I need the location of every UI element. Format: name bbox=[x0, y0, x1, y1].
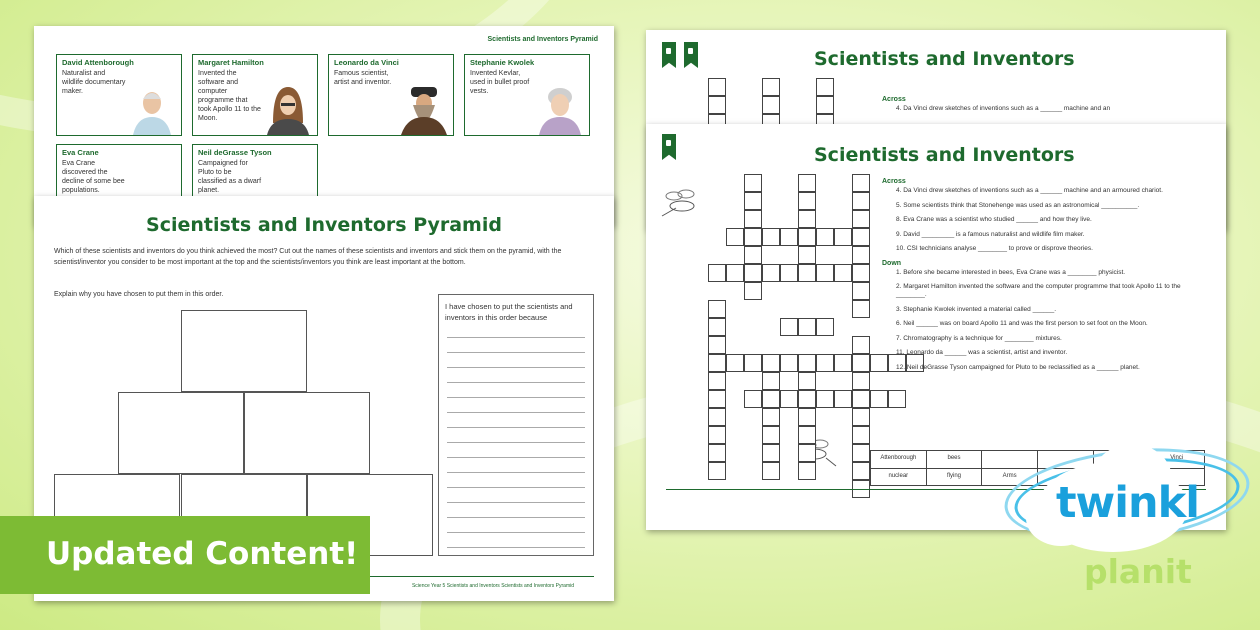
bookmark-icon bbox=[662, 42, 676, 68]
card-description: Campaigned for Pluto to be classified as a dwarf planet. bbox=[198, 160, 262, 194]
crossword-cell bbox=[798, 408, 816, 426]
crossword-cell bbox=[744, 282, 762, 300]
crossword-title: Scientists and Inventors bbox=[814, 144, 1075, 166]
crossword-cell bbox=[852, 462, 870, 480]
crossword-cell bbox=[816, 228, 834, 246]
crossword-cell bbox=[780, 318, 798, 336]
banner-label: Updated Content! bbox=[46, 536, 359, 572]
crossword-cell bbox=[708, 318, 726, 336]
crossword-cell bbox=[798, 246, 816, 264]
updated-content-banner bbox=[0, 516, 370, 594]
crossword-cell bbox=[852, 408, 870, 426]
card-name: Leonardo da Vinci bbox=[334, 58, 399, 67]
across-clue: 9. David _________ is a famous naturalist and wildlife film maker. bbox=[896, 230, 1085, 238]
down-clue: 3. Stephanie Kwolek invented a material called ______. bbox=[896, 305, 1057, 313]
crossword-cell bbox=[744, 210, 762, 228]
word-bank-cell: bees bbox=[926, 451, 982, 468]
crossword-cell bbox=[816, 390, 834, 408]
down-clue: 6. Neil ______ was on board Apollo 11 and was the first person to set foot on the Moon. bbox=[896, 320, 1148, 327]
crossword-cell bbox=[798, 462, 816, 480]
crossword-cell bbox=[708, 390, 726, 408]
crossword-cell bbox=[744, 192, 762, 210]
scientist-card bbox=[328, 54, 454, 136]
across-heading: Across bbox=[882, 96, 906, 103]
crossword-cell bbox=[834, 390, 852, 408]
crossword-cell bbox=[762, 408, 780, 426]
crossword-cell bbox=[798, 264, 816, 282]
crossword-cell bbox=[852, 246, 870, 264]
crossword-cell bbox=[852, 354, 870, 372]
cards-sheet-title: Scientists and Inventors Pyramid bbox=[487, 36, 598, 43]
crossword-cell bbox=[762, 354, 780, 372]
card-name: David Attenborough bbox=[62, 58, 134, 67]
card-name: Neil deGrasse Tyson bbox=[198, 148, 272, 157]
crossword-cell bbox=[798, 228, 816, 246]
crossword-cell bbox=[780, 354, 798, 372]
crossword-cell bbox=[726, 354, 744, 372]
crossword-cell bbox=[780, 228, 798, 246]
crossword-cell bbox=[888, 390, 906, 408]
crossword-cell bbox=[834, 228, 852, 246]
crossword-cell bbox=[708, 408, 726, 426]
word-bank-cell: Attenborough bbox=[880, 455, 917, 461]
crossword-cell bbox=[708, 336, 726, 354]
crossword-cell bbox=[798, 192, 816, 210]
portrait-image bbox=[537, 83, 583, 135]
pyramid-slot bbox=[118, 392, 244, 474]
crossword-cell bbox=[852, 300, 870, 318]
scientist-card bbox=[56, 54, 182, 136]
crossword-cell bbox=[762, 426, 780, 444]
crossword-cell bbox=[780, 390, 798, 408]
crossword-cell bbox=[798, 390, 816, 408]
crossword-cell bbox=[708, 300, 726, 318]
crossword-cell bbox=[762, 264, 780, 282]
down-clue: 7. Chromatography is a technique for ________ mixtures. bbox=[896, 334, 1062, 342]
crossword-cell bbox=[744, 228, 762, 246]
crossword-title: Scientists and Inventors bbox=[814, 48, 1075, 70]
across-clue: 8. Eva Crane was a scientist who studied ______ and how they live. bbox=[896, 216, 1092, 223]
clue-text: 4. Da Vinci drew sketches of inventions such as a ______ machine and an bbox=[896, 105, 1111, 112]
crossword-cell bbox=[708, 372, 726, 390]
crossword-cell bbox=[708, 354, 726, 372]
sheet-footer: Science Year 5 Scientists and Inventors Scientists and Inventors Pyramid bbox=[411, 583, 574, 589]
answer-box bbox=[438, 294, 594, 556]
crossword-cell bbox=[852, 210, 870, 228]
portrait-image bbox=[401, 83, 447, 135]
down-clue: 1. Before she became interested in bees, Eva Crane was a ________ physicist. bbox=[896, 268, 1126, 276]
logo-product: planit bbox=[1084, 552, 1192, 591]
card-description: Invented the software and computer programme that took Apollo 11 to the Moon. bbox=[198, 70, 261, 122]
crossword-cell bbox=[744, 354, 762, 372]
crossword-cell bbox=[852, 426, 870, 444]
crossword-cell bbox=[798, 444, 816, 462]
crossword-cell bbox=[870, 390, 888, 408]
crossword-cell bbox=[762, 462, 780, 480]
crossword-cell bbox=[798, 354, 816, 372]
twinkl-planit-logo bbox=[1012, 438, 1252, 618]
crossword-cell bbox=[798, 174, 816, 192]
pyramid-slot bbox=[181, 310, 307, 392]
card-description: Eva Crane discovered the decline of some bee populations. bbox=[62, 160, 125, 194]
down-clue: 12. Neil deGrasse Tyson campaigned for Pluto to be reclassified as a ______ planet. bbox=[896, 363, 1140, 371]
down-heading: Down bbox=[882, 259, 902, 267]
pyramid-explain-prompt: Explain why you have chosen to put them in this order. bbox=[54, 291, 224, 298]
card-description: Naturalist and wildlife documentary maker. bbox=[62, 70, 126, 95]
across-clue: 5. Some scientists think that Stonehenge was used as an astronomical __________. bbox=[896, 201, 1140, 209]
pyramid-instructions: Which of these scientists and inventors do you think achieved the most? Cut out the names of these scientists and inventors and stick them on the pyramid, with the scientist/inventor you consider to be most important at the top and the scientists/inventors you think are least important at the bottom. bbox=[54, 248, 562, 266]
crossword-cell bbox=[744, 390, 762, 408]
crossword-cell bbox=[798, 426, 816, 444]
pyramid-slot bbox=[244, 392, 370, 474]
crossword-cell bbox=[708, 426, 726, 444]
crossword-cell bbox=[708, 264, 726, 282]
crossword-cell bbox=[852, 264, 870, 282]
crossword-cell bbox=[852, 390, 870, 408]
crossword-cell bbox=[744, 264, 762, 282]
word-bank-cell: flying bbox=[926, 469, 982, 485]
crossword-cell bbox=[852, 174, 870, 192]
pyramid-title: Scientists and Inventors Pyramid bbox=[146, 214, 502, 236]
crossword-cell bbox=[708, 462, 726, 480]
crossword-cell bbox=[762, 372, 780, 390]
answer-prompt: I have chosen to put the scientists and inventors in this order because bbox=[445, 302, 573, 322]
crossword-cell bbox=[852, 228, 870, 246]
scientist-card bbox=[192, 54, 318, 136]
down-clue: 2. Margaret Hamilton invented the software and the computer programme that took Apollo 11 to the ________. bbox=[896, 283, 1181, 298]
crossword-cell bbox=[852, 444, 870, 462]
card-name: Eva Crane bbox=[62, 148, 99, 157]
crossword-cell bbox=[744, 174, 762, 192]
crossword-cell bbox=[852, 336, 870, 354]
across-heading: Across bbox=[882, 178, 906, 185]
card-name: Margaret Hamilton bbox=[198, 58, 264, 67]
card-description: Famous scientist, artist and inventor. bbox=[334, 70, 392, 86]
crossword-cell bbox=[852, 282, 870, 300]
crossword-cell bbox=[708, 444, 726, 462]
card-description: Invented Kevlar, used in bullet proof vests. bbox=[470, 70, 530, 95]
crossword-cell bbox=[762, 228, 780, 246]
card-name: Stephanie Kwolek bbox=[470, 58, 535, 67]
crossword-cell bbox=[780, 264, 798, 282]
crossword-cell bbox=[834, 354, 852, 372]
down-clue: 11. Leonardo da ______ was a scientist, artist and inventor. bbox=[896, 349, 1068, 356]
crossword-cell bbox=[798, 210, 816, 228]
portrait-image bbox=[265, 83, 311, 135]
crossword-cell bbox=[816, 318, 834, 336]
crossword-cell bbox=[852, 372, 870, 390]
crossword-cell bbox=[762, 444, 780, 462]
crossword-cell bbox=[816, 264, 834, 282]
crossword-cell bbox=[834, 264, 852, 282]
logo-brand: twinkl bbox=[1056, 478, 1199, 528]
crossword-cell bbox=[798, 372, 816, 390]
crossword-cell bbox=[744, 246, 762, 264]
across-clue: 10. CSI technicians analyse ________ to prove or disprove theories. bbox=[896, 245, 1093, 252]
crossword-cell bbox=[816, 354, 834, 372]
fly-icon bbox=[656, 186, 702, 220]
word-bank-cell: Arms bbox=[981, 469, 1037, 485]
scientist-card bbox=[464, 54, 590, 136]
crossword-cell bbox=[798, 318, 816, 336]
word-bank-cell: Vinci bbox=[1148, 451, 1204, 468]
across-clue: 4. Da Vinci drew sketches of inventions such as a ______ machine and an armoured chariot. bbox=[896, 187, 1163, 194]
crossword-cell bbox=[726, 264, 744, 282]
portrait-image bbox=[129, 83, 175, 135]
crossword-cell bbox=[852, 192, 870, 210]
word-bank-cell: nuclear bbox=[888, 473, 909, 479]
bookmark-icon bbox=[684, 42, 698, 68]
crossword-cell bbox=[726, 228, 744, 246]
bookmark-icon bbox=[662, 134, 676, 160]
crossword-cell bbox=[762, 390, 780, 408]
